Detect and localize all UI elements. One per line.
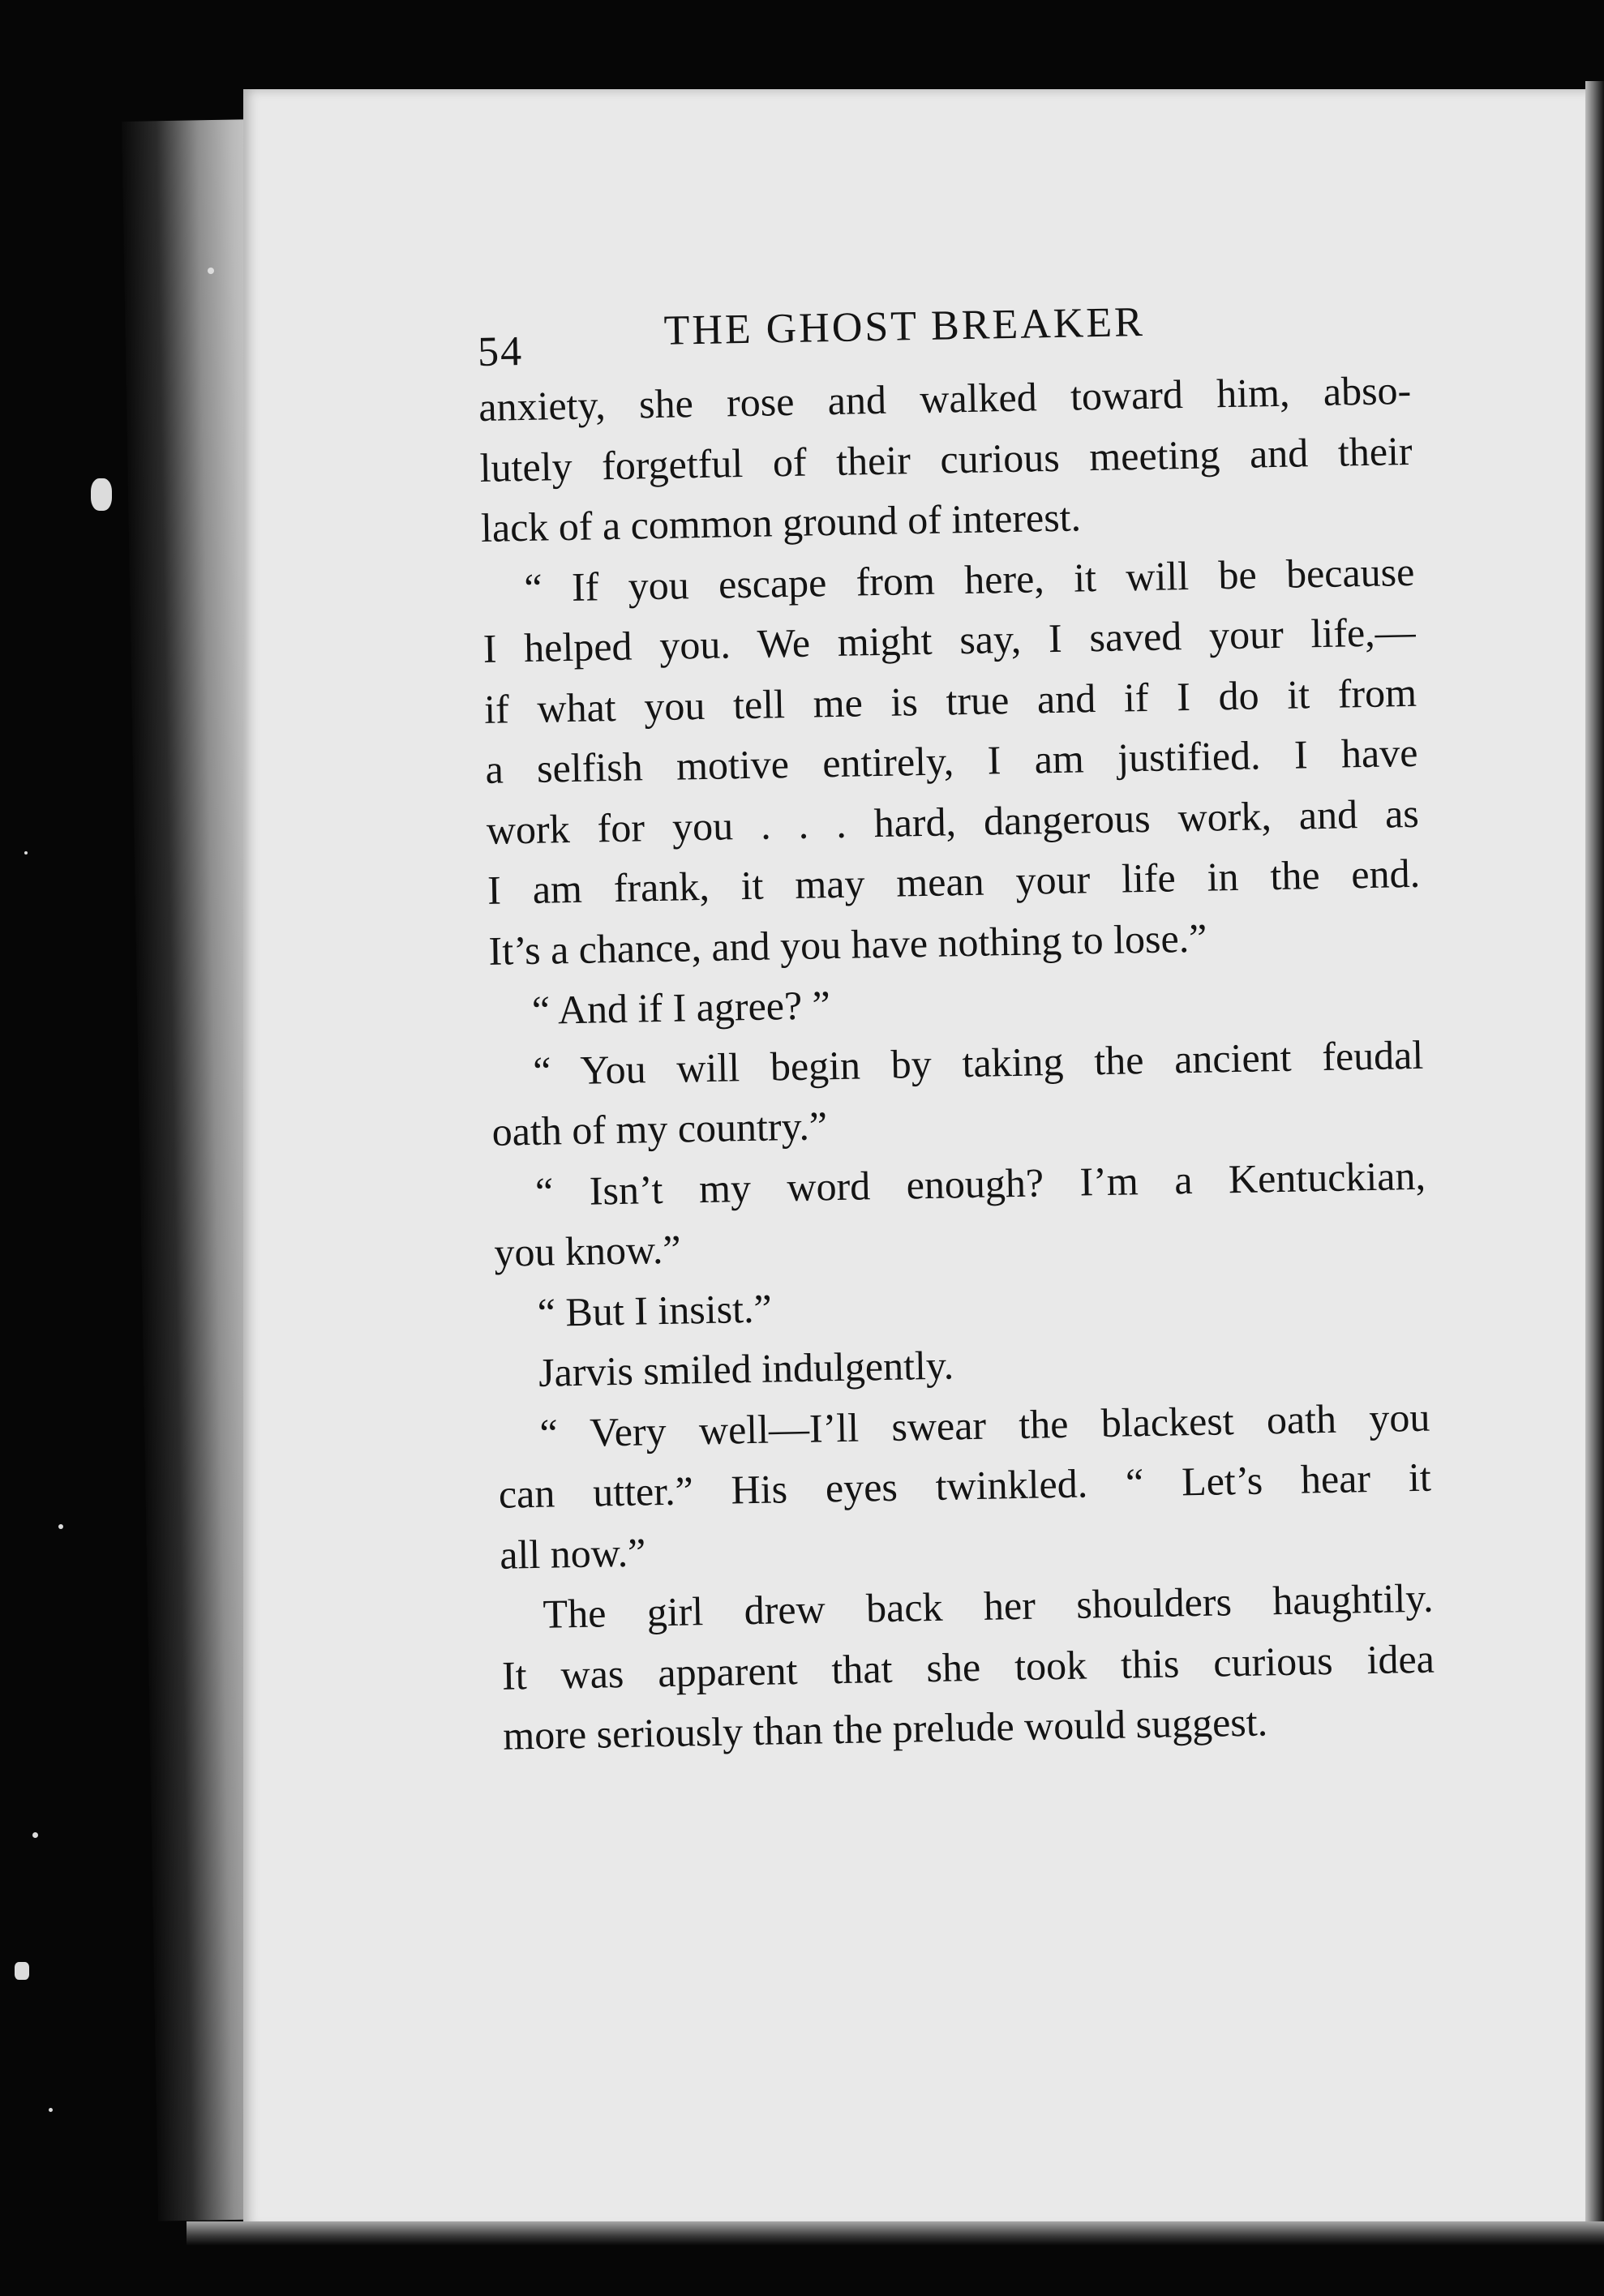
text-line: can utter.” His eyes twinkled. “ Let’s hear it bbox=[498, 1454, 1432, 1517]
text-line: It’s a chance, and you have nothing to lose.” bbox=[488, 915, 1207, 974]
text-line: lutely forgetful of their curious meeting and their bbox=[479, 427, 1413, 490]
text-line: I am frank, it may mean your life in the end. bbox=[487, 850, 1421, 913]
page-text bbox=[477, 287, 1436, 1766]
text-line: “ Isn’t my word enough? I’m a Kentuckian, bbox=[534, 1152, 1426, 1214]
text-line: I helped you. We might say, I saved your life,— bbox=[482, 608, 1417, 671]
text-line: “ But I insist.” bbox=[537, 1285, 773, 1335]
text-line: “ If you escape from here, it will be because bbox=[523, 548, 1415, 610]
text-line: work for you . . . hard, dangerous work, and as bbox=[486, 790, 1420, 853]
text-line: all now.” bbox=[499, 1528, 646, 1578]
text-line: Jarvis smiled indulgently. bbox=[538, 1342, 954, 1395]
text-line: “ Very well—I’ll swear the blackest oath you bbox=[539, 1394, 1430, 1456]
text-line: The girl drew back her shoulders haughtily. bbox=[543, 1574, 1434, 1637]
running-title: THE GHOST BREAKER bbox=[663, 298, 1146, 354]
text-line: lack of a common ground of interest. bbox=[480, 494, 1082, 550]
text-line: “ And if I agree? ” bbox=[531, 982, 831, 1033]
text-line: oath of my country.” bbox=[491, 1103, 828, 1154]
text-line: It was apparent that she took this curious idea bbox=[501, 1635, 1435, 1698]
text-line: anxiety, she rose and walked toward him, abso- bbox=[478, 366, 1412, 430]
page-number: 54 bbox=[477, 328, 524, 375]
text-line: a selfish motive entirely, I am justified. I have bbox=[485, 729, 1418, 792]
text-line: “ You will begin by taking the ancient feudal bbox=[532, 1031, 1424, 1094]
text-line: if what you tell me is true and if I do it from bbox=[483, 669, 1417, 732]
page-right-edge bbox=[1585, 81, 1604, 2238]
text-line: more seriously than the prelude would suggest. bbox=[502, 1698, 1268, 1758]
text-line: you know.” bbox=[493, 1226, 681, 1275]
page-bottom-edge bbox=[187, 2221, 1604, 2246]
